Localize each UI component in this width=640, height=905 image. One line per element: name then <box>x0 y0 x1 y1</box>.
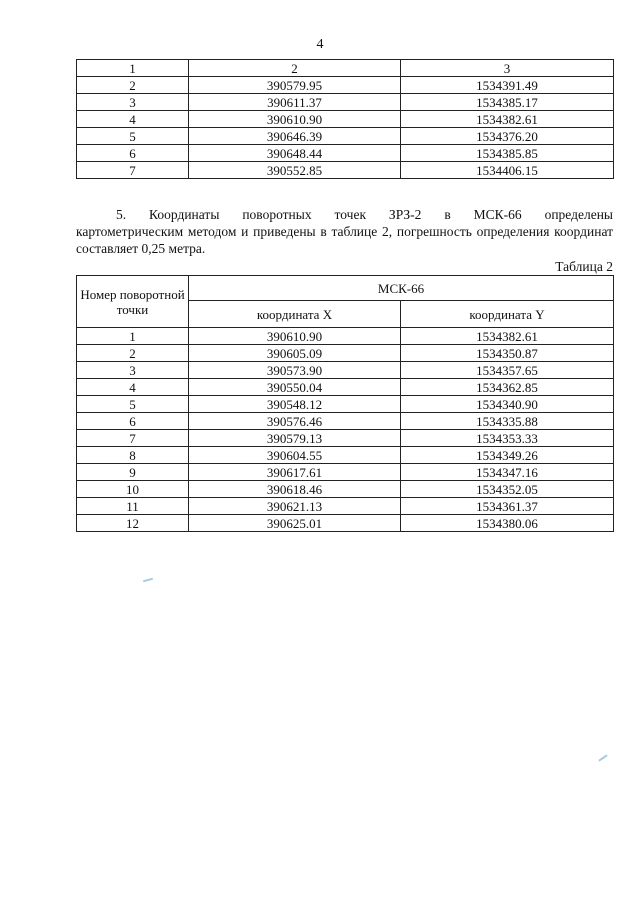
cell-coord-y: 1534382.61 <box>401 111 614 128</box>
cell-coord-x: 390648.44 <box>189 145 401 162</box>
table-row <box>77 328 614 345</box>
table-row <box>77 128 614 145</box>
coordinates-table-continued <box>76 59 614 179</box>
cell-coord-y: 1534376.20 <box>401 128 614 145</box>
table-row <box>77 345 614 362</box>
cell-point-number: 7 <box>77 162 189 179</box>
cell-coord-x: 390625.01 <box>189 515 401 532</box>
cell-coord-x: 390548.12 <box>189 396 401 413</box>
cell-coord-y: 1534380.06 <box>401 515 614 532</box>
cell-point-number: 4 <box>77 111 189 128</box>
cell-coord-y: 3 <box>401 60 614 77</box>
cell-coord-x: 390552.85 <box>189 162 401 179</box>
paragraph-line-1: 5. Координаты поворотных точек ЗРЗ-2 в МСК-66 определены <box>116 207 613 222</box>
cell-coord-x: 390617.61 <box>189 464 401 481</box>
cell-point-number: 10 <box>77 481 189 498</box>
cell-point-number: 1 <box>77 60 189 77</box>
cell-coord-x: 390579.13 <box>189 430 401 447</box>
cell-point-number: 2 <box>77 77 189 94</box>
cell-coord-x: 390610.90 <box>189 111 401 128</box>
cell-point-number: 1 <box>77 328 189 345</box>
cell-point-number: 11 <box>77 498 189 515</box>
cell-coord-x: 390579.95 <box>189 77 401 94</box>
header-point-number: Номер поворотной точки <box>77 276 189 328</box>
table-row <box>77 145 614 162</box>
page-number: 4 <box>316 37 324 52</box>
table-header-row <box>77 60 614 77</box>
cell-coord-y: 1534361.37 <box>401 498 614 515</box>
cell-coord-x: 390646.39 <box>189 128 401 145</box>
cell-point-number: 6 <box>77 145 189 162</box>
table-row <box>77 515 614 532</box>
table-2-caption: Таблица 2 <box>555 259 613 274</box>
table-row <box>77 379 614 396</box>
cell-coord-y: 1534349.26 <box>401 447 614 464</box>
cell-coord-x: 390618.46 <box>189 481 401 498</box>
cell-coord-y: 1534391.49 <box>401 77 614 94</box>
table-row <box>77 464 614 481</box>
cell-coord-x: 390605.09 <box>189 345 401 362</box>
cell-coord-y: 1534406.15 <box>401 162 614 179</box>
table-row <box>77 362 614 379</box>
cell-coord-y: 1534385.85 <box>401 145 614 162</box>
cell-coord-y: 1534335.88 <box>401 413 614 430</box>
table-row <box>77 77 614 94</box>
paragraph-line-rest: картометрическим методом и приведены в таблице 2, погрешность определения координат составляет 0,25 метра. <box>76 224 613 256</box>
table-row <box>77 447 614 464</box>
scan-mark <box>598 754 607 761</box>
cell-point-number: 7 <box>77 430 189 447</box>
cell-coord-y: 1534357.65 <box>401 362 614 379</box>
cell-coord-y: 1534382.61 <box>401 328 614 345</box>
cell-point-number: 8 <box>77 447 189 464</box>
table-row <box>77 396 614 413</box>
header-coord-x: координата X <box>189 301 401 328</box>
cell-coord-x: 2 <box>189 60 401 77</box>
cell-coord-x: 390576.46 <box>189 413 401 430</box>
header-msk66: МСК-66 <box>189 276 614 301</box>
table-row <box>77 498 614 515</box>
cell-coord-y: 1534385.17 <box>401 94 614 111</box>
cell-coord-y: 1534350.87 <box>401 345 614 362</box>
cell-coord-y: 1534362.85 <box>401 379 614 396</box>
cell-point-number: 12 <box>77 515 189 532</box>
cell-point-number: 3 <box>77 94 189 111</box>
cell-point-number: 6 <box>77 413 189 430</box>
cell-coord-y: 1534352.05 <box>401 481 614 498</box>
table-row <box>77 162 614 179</box>
cell-coord-y: 1534353.33 <box>401 430 614 447</box>
cell-point-number: 9 <box>77 464 189 481</box>
header-coord-y: координата Y <box>401 301 614 328</box>
table-row <box>77 481 614 498</box>
cell-coord-x: 390611.37 <box>189 94 401 111</box>
cell-point-number: 3 <box>77 362 189 379</box>
cell-coord-x: 390610.90 <box>189 328 401 345</box>
cell-coord-x: 390604.55 <box>189 447 401 464</box>
cell-coord-x: 390621.13 <box>189 498 401 515</box>
cell-coord-y: 1534347.16 <box>401 464 614 481</box>
coordinates-table-2 <box>76 275 614 532</box>
table-row <box>77 94 614 111</box>
table-row <box>77 413 614 430</box>
cell-point-number: 2 <box>77 345 189 362</box>
cell-coord-x: 390573.90 <box>189 362 401 379</box>
scan-mark <box>143 578 153 583</box>
table-row <box>77 111 614 128</box>
paragraph-coordinates-note <box>76 206 613 257</box>
cell-point-number: 4 <box>77 379 189 396</box>
cell-point-number: 5 <box>77 128 189 145</box>
cell-coord-x: 390550.04 <box>189 379 401 396</box>
cell-coord-y: 1534340.90 <box>401 396 614 413</box>
table-row <box>77 430 614 447</box>
cell-point-number: 5 <box>77 396 189 413</box>
